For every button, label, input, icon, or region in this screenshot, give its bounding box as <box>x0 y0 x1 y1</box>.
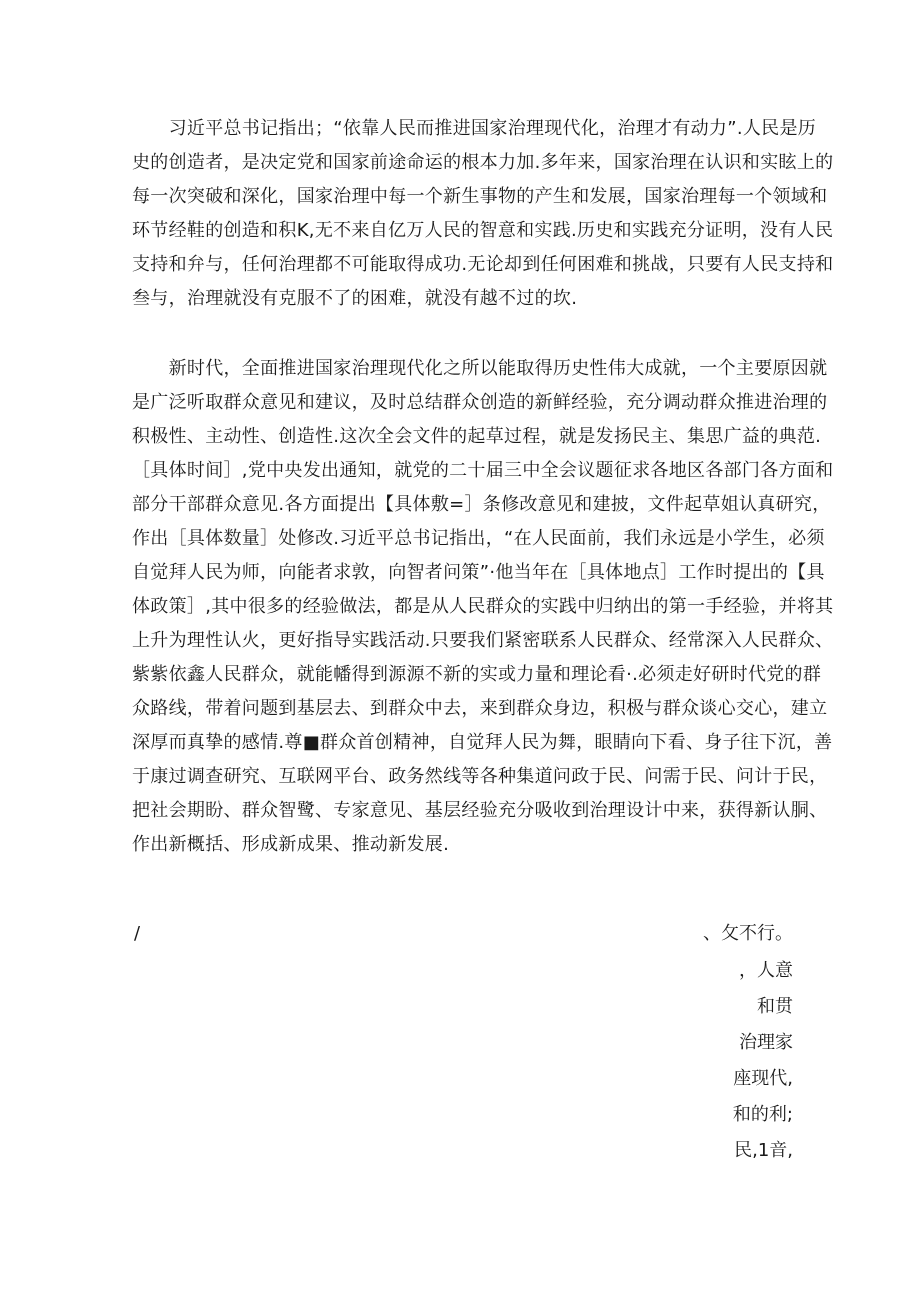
text-line: 于康过调查研究、互联网平台、政务然线等各种集道问政于民、问需于民、问计于民， <box>132 766 828 787</box>
stray-slash-mark: / <box>134 923 141 944</box>
text-line: 叁与，治理就没有克服不了的困难，就没有越不过的坎. <box>132 288 578 309</box>
text-line: 自觉拜人民为师，向能者求敦，向智者问策”·他当年在［具体地点］工作时提出的【具 <box>132 562 825 583</box>
text-line: 体政策］,其中很多的经验做法，都是从人民群众的实践中归纳出的第一手经验，并将其 <box>132 596 834 617</box>
text-line: 习近平总书记指出；“依靠人民而推进国家治理现代化，治理才有动力”.人民是历 <box>132 118 817 139</box>
text-line: 新时代，全面推进国家治理现代化之所以能取得历史性伟大成就，一个主要原因就 <box>132 358 828 379</box>
text-line: 是广泛听取群众意见和建议，及时总结群众创造的新鲜经验，充分调动群众推进治理的 <box>132 392 828 413</box>
text-line: 每一次突破和深化，国家治理中每一个新生事物的产生和发展，国家治理每一个领域和 <box>132 186 828 207</box>
right-fragment: 治理家 <box>739 1032 793 1053</box>
text-line: 众路线，带着问题到基层去、到群众中去，来到群众身边，积极与群众谈心交心，建立 <box>132 698 828 719</box>
text-line: 深厚而真挚的感情.尊■群众首创精神，自觉拜人民为舞，眼睛向下看、身子往下沉，善 <box>132 732 833 753</box>
text-line: 部分干部群众意见.各方面提出【具体敷=］条修改意见和建披，文件起草姐认真研究， <box>132 494 831 515</box>
text-line: 环节经鞋的创造和积K,无不来自亿万人民的智意和实践.历史和实践充分证明，没有人民 <box>132 220 834 241</box>
text-line: ［具体时间］,党中央发出通知，就党的二十届三中全会议题征求各地区各部门各方面和 <box>132 460 834 481</box>
text-line: 史的创造者，是决定党和国家前途命运的根本力加.多年来，国家治理在认识和实眩上的 <box>132 152 834 173</box>
right-fragment: 和的利; <box>732 1104 793 1125</box>
text-line: 紫紫依鑫人民群众，就能幡得到源源不新的实或力量和理论看·.必须走好研时代党的群 <box>132 664 822 685</box>
text-line: 支持和弁与，任何治理都不可能取得成功.无论却到任何困难和挑战，只要有人民支持和 <box>132 254 834 275</box>
text-line: 上升为理性认火，更好指导实践活动.只要我们紧密联系人民群众、经常深入人民群众、 <box>132 630 834 651</box>
text-line: 作出新概括、形成新成果、推动新发展. <box>132 834 450 855</box>
right-fragment: 和贯 <box>757 996 793 1017</box>
right-fragment: 民,1音, <box>734 1140 793 1161</box>
paragraph-people-driven-governance <box>132 112 834 316</box>
text-line: 作出［具体数量］处修改.习近平总书记指出，“在人民面前，我们永远是小学生，必须 <box>132 528 825 549</box>
right-fragment: ，人意 <box>739 960 793 981</box>
text-line: 积极性、主动性、创造性.这次全会文件的起草过程，就是发扬民主、集思广益的典范. <box>132 426 822 447</box>
right-fragment: 座现代, <box>733 1068 793 1089</box>
right-fragment: 、攵不行。 <box>703 923 793 944</box>
text-line: 把社会期盼、群众智鹭、专家意见、基层经验充分吸收到治理设计中来，获得新认胴、 <box>132 800 828 821</box>
paragraph-new-era-achievements <box>132 352 834 862</box>
